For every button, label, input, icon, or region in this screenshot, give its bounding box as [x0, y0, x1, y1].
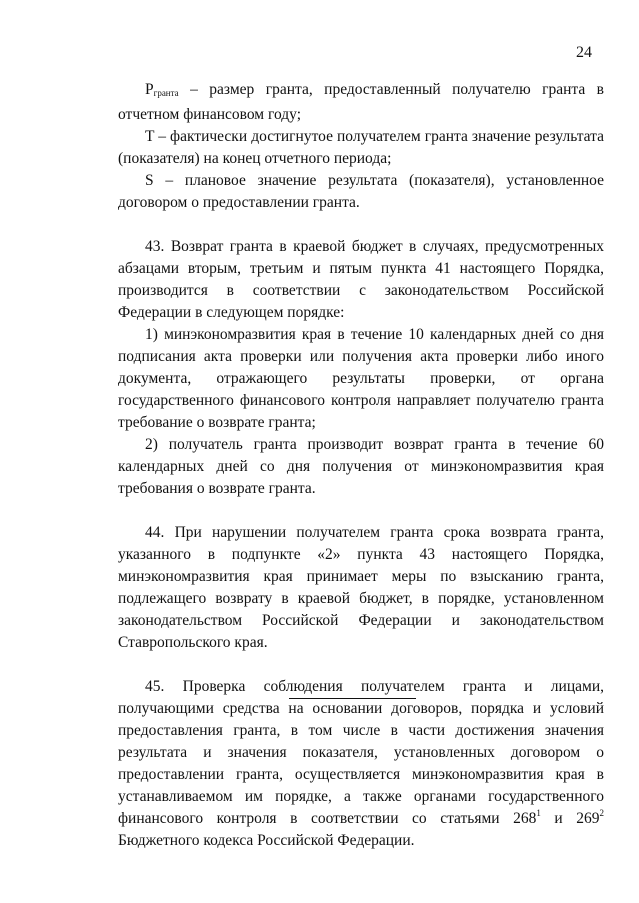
p-symbol: P [145, 81, 154, 98]
article-269-sup: 2 [599, 808, 604, 818]
document-body [118, 79, 604, 852]
item-44: 44. При нарушении получателем гранта срока возврата гранта, указанного в подпункте «2» пункта 43 настоящего Порядка, минэкономразвития края принимает меры по взысканию гранта, подлежащего возврату в краевой бюджет, в порядке, установленном законодательством Российской Федерации и законодательством Ставропольского края. [118, 524, 604, 651]
closing-rule [289, 698, 416, 699]
item-43-intro: 43. Возврат гранта в краевой бюджет в случаях, предусмотренных абзацами вторым, третьим и пятым пункта 41 настоящего Порядка, производится в соответствии с законодательством Российской Федерации в следующем порядке: [118, 238, 604, 321]
item-45-text-b: Бюджетного кодекса Российской Федерации. [118, 832, 415, 849]
p-definition: – размер гранта, предоставленный получателю гранта в отчетном финансовом году; [118, 81, 604, 123]
article-268-sup: 1 [536, 808, 541, 818]
legend-t: T – фактически достигнутое получателем гранта значение результата (показателя) на конец отчетного периода; [118, 128, 604, 167]
item-45-and: и [540, 810, 577, 827]
item-43-sub-2: 2) получатель гранта производит возврат гранта в течение 60 календарных дней со дня получения от минэкономразвития края требования о возврате гранта. [118, 436, 604, 497]
item-45-text-a: 45. Проверка соблюдения получателем гранта и лицами, получающими средства на основании договоров, порядка и условий предоставления гранта, в том числе в части достижения значения результата и значения показателя, установленных договором о предоставлении гранта, осуществляется минэкономразвития края в устанавливаемом им порядке, а также органами государственного финансового контроля в соответствии со статьями [118, 678, 604, 827]
legend-p-grant [118, 79, 604, 126]
item-43-sub-1: 1) минэкономразвития края в течение 10 календарных дней со дня подписания акта проверки или получения акта проверки либо иного документа, отражающего результаты проверки, от органа государственного финансового контроля направляет получателю гранта требование о возврате гранта; [118, 326, 604, 431]
legend-s: S – плановое значение результата (показателя), установленное договором о предоставлении гранта. [118, 172, 604, 211]
item-45 [118, 676, 604, 852]
article-269: 269 [576, 810, 600, 827]
article-268: 268 [513, 810, 537, 827]
p-subscript: гранта [153, 88, 179, 98]
page-number: 24 [576, 44, 592, 61]
